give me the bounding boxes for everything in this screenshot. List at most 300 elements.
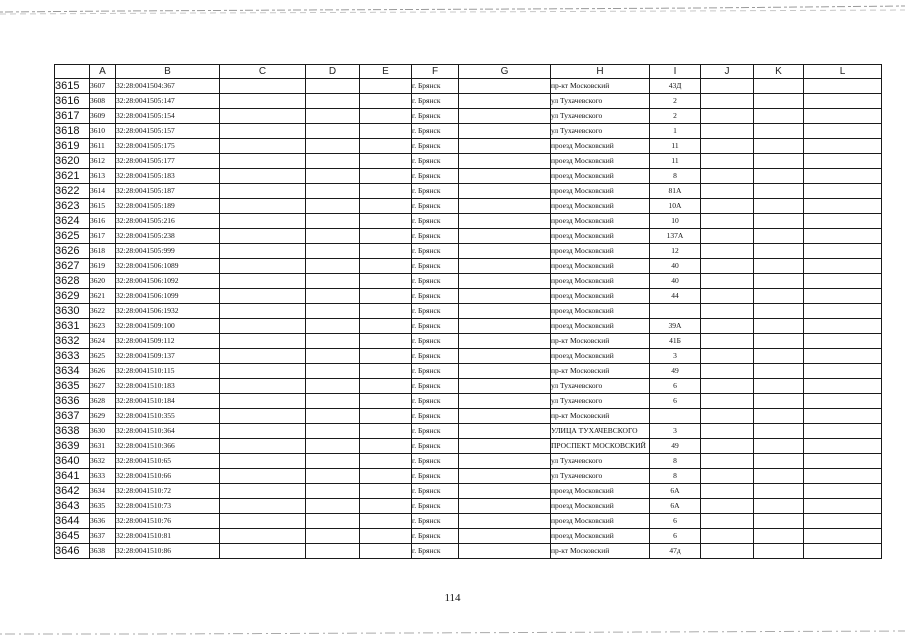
cell-h[interactable]: ул Тухачевского	[551, 109, 650, 124]
cell-c[interactable]	[220, 169, 306, 184]
cell-j[interactable]	[701, 169, 754, 184]
cell-a[interactable]: 3629	[90, 409, 116, 424]
cell-e[interactable]	[360, 139, 412, 154]
cell-j[interactable]	[701, 184, 754, 199]
cell-a[interactable]: 3633	[90, 469, 116, 484]
cell-a[interactable]: 3619	[90, 259, 116, 274]
row-number[interactable]: 3616	[55, 94, 90, 109]
cell-c[interactable]	[220, 334, 306, 349]
cell-k[interactable]	[754, 484, 804, 499]
cell-b[interactable]: 32:28:0041510:73	[116, 499, 220, 514]
cell-d[interactable]	[306, 304, 360, 319]
cell-l[interactable]	[804, 259, 882, 274]
cell-g[interactable]	[459, 409, 551, 424]
cell-c[interactable]	[220, 409, 306, 424]
cell-a[interactable]: 3607	[90, 79, 116, 94]
cell-f[interactable]: г. Брянск	[412, 229, 459, 244]
cell-a[interactable]: 3624	[90, 334, 116, 349]
cell-b[interactable]: 32:28:0041510:81	[116, 529, 220, 544]
cell-c[interactable]	[220, 139, 306, 154]
cell-i[interactable]: 8	[650, 169, 701, 184]
cell-k[interactable]	[754, 304, 804, 319]
cell-b[interactable]: 32:28:0041505:154	[116, 109, 220, 124]
cell-k[interactable]	[754, 94, 804, 109]
cell-c[interactable]	[220, 124, 306, 139]
cell-f[interactable]: г. Брянск	[412, 124, 459, 139]
cell-d[interactable]	[306, 334, 360, 349]
cell-c[interactable]	[220, 109, 306, 124]
cell-j[interactable]	[701, 139, 754, 154]
cell-i[interactable]: 1	[650, 124, 701, 139]
cell-f[interactable]: г. Брянск	[412, 214, 459, 229]
cell-k[interactable]	[754, 424, 804, 439]
cell-d[interactable]	[306, 454, 360, 469]
cell-l[interactable]	[804, 394, 882, 409]
cell-f[interactable]: г. Брянск	[412, 454, 459, 469]
cell-g[interactable]	[459, 214, 551, 229]
cell-f[interactable]: г. Брянск	[412, 394, 459, 409]
cell-c[interactable]	[220, 379, 306, 394]
cell-j[interactable]	[701, 334, 754, 349]
cell-f[interactable]: г. Брянск	[412, 379, 459, 394]
cell-i[interactable]: 6А	[650, 499, 701, 514]
cell-d[interactable]	[306, 484, 360, 499]
cell-b[interactable]: 32:28:0041505:187	[116, 184, 220, 199]
cell-b[interactable]: 32:28:0041510:76	[116, 514, 220, 529]
cell-l[interactable]	[804, 439, 882, 454]
row-number[interactable]: 3626	[55, 244, 90, 259]
row-number[interactable]: 3631	[55, 319, 90, 334]
cell-e[interactable]	[360, 184, 412, 199]
cell-d[interactable]	[306, 79, 360, 94]
row-number[interactable]: 3620	[55, 154, 90, 169]
cell-c[interactable]	[220, 319, 306, 334]
cell-h[interactable]: проезд Московский	[551, 289, 650, 304]
cell-d[interactable]	[306, 244, 360, 259]
cell-b[interactable]: 32:28:0041510:183	[116, 379, 220, 394]
cell-l[interactable]	[804, 424, 882, 439]
row-number[interactable]: 3633	[55, 349, 90, 364]
cell-k[interactable]	[754, 514, 804, 529]
cell-j[interactable]	[701, 154, 754, 169]
cell-c[interactable]	[220, 79, 306, 94]
cell-c[interactable]	[220, 304, 306, 319]
cell-e[interactable]	[360, 229, 412, 244]
cell-l[interactable]	[804, 139, 882, 154]
cell-c[interactable]	[220, 274, 306, 289]
cell-j[interactable]	[701, 409, 754, 424]
cell-f[interactable]: г. Брянск	[412, 184, 459, 199]
cell-k[interactable]	[754, 364, 804, 379]
cell-b[interactable]: 32:28:0041506:1089	[116, 259, 220, 274]
cell-j[interactable]	[701, 454, 754, 469]
cell-l[interactable]	[804, 169, 882, 184]
cell-a[interactable]: 3616	[90, 214, 116, 229]
cell-c[interactable]	[220, 439, 306, 454]
cell-a[interactable]: 3632	[90, 454, 116, 469]
cell-k[interactable]	[754, 184, 804, 199]
cell-i[interactable]: 10	[650, 214, 701, 229]
cell-i[interactable]: 44	[650, 289, 701, 304]
row-number[interactable]: 3642	[55, 484, 90, 499]
row-number[interactable]: 3628	[55, 274, 90, 289]
cell-h[interactable]: ул Тухачевского	[551, 94, 650, 109]
cell-l[interactable]	[804, 334, 882, 349]
cell-c[interactable]	[220, 454, 306, 469]
column-header-b[interactable]: B	[116, 65, 220, 79]
cell-h[interactable]: пр-кт Московский	[551, 79, 650, 94]
cell-l[interactable]	[804, 499, 882, 514]
cell-k[interactable]	[754, 394, 804, 409]
cell-j[interactable]	[701, 79, 754, 94]
column-header-l[interactable]: L	[804, 65, 882, 79]
cell-c[interactable]	[220, 154, 306, 169]
cell-k[interactable]	[754, 154, 804, 169]
cell-e[interactable]	[360, 109, 412, 124]
cell-j[interactable]	[701, 529, 754, 544]
cell-c[interactable]	[220, 289, 306, 304]
cell-a[interactable]: 3636	[90, 514, 116, 529]
cell-e[interactable]	[360, 379, 412, 394]
cell-k[interactable]	[754, 499, 804, 514]
cell-e[interactable]	[360, 289, 412, 304]
cell-h[interactable]: ул Тухачевского	[551, 469, 650, 484]
row-number[interactable]: 3646	[55, 544, 90, 559]
row-number[interactable]: 3637	[55, 409, 90, 424]
cell-e[interactable]	[360, 349, 412, 364]
cell-a[interactable]: 3621	[90, 289, 116, 304]
row-number[interactable]: 3643	[55, 499, 90, 514]
cell-i[interactable]: 47д	[650, 544, 701, 559]
row-number[interactable]: 3617	[55, 109, 90, 124]
cell-b[interactable]: 32:28:0041505:183	[116, 169, 220, 184]
cell-h[interactable]: проезд Московский	[551, 169, 650, 184]
cell-h[interactable]: проезд Московский	[551, 139, 650, 154]
cell-h[interactable]: проезд Московский	[551, 259, 650, 274]
cell-h[interactable]: проезд Московский	[551, 304, 650, 319]
cell-g[interactable]	[459, 199, 551, 214]
cell-h[interactable]: проезд Московский	[551, 154, 650, 169]
cell-h[interactable]: проезд Московский	[551, 529, 650, 544]
cell-f[interactable]: г. Брянск	[412, 94, 459, 109]
cell-b[interactable]: 32:28:0041505:216	[116, 214, 220, 229]
cell-g[interactable]	[459, 94, 551, 109]
cell-g[interactable]	[459, 484, 551, 499]
cell-i[interactable]: 6	[650, 379, 701, 394]
cell-g[interactable]	[459, 169, 551, 184]
cell-d[interactable]	[306, 94, 360, 109]
cell-d[interactable]	[306, 424, 360, 439]
cell-i[interactable]	[650, 304, 701, 319]
column-header-g[interactable]: G	[459, 65, 551, 79]
cell-h[interactable]: пр-кт Московский	[551, 544, 650, 559]
cell-i[interactable]	[650, 409, 701, 424]
row-number[interactable]: 3640	[55, 454, 90, 469]
cell-i[interactable]: 6	[650, 514, 701, 529]
cell-c[interactable]	[220, 94, 306, 109]
cell-i[interactable]: 11	[650, 154, 701, 169]
cell-d[interactable]	[306, 124, 360, 139]
column-header-a[interactable]: A	[90, 65, 116, 79]
cell-j[interactable]	[701, 424, 754, 439]
cell-k[interactable]	[754, 289, 804, 304]
cell-f[interactable]: г. Брянск	[412, 424, 459, 439]
cell-l[interactable]	[804, 244, 882, 259]
cell-f[interactable]: г. Брянск	[412, 529, 459, 544]
cell-k[interactable]	[754, 409, 804, 424]
cell-c[interactable]	[220, 184, 306, 199]
cell-k[interactable]	[754, 169, 804, 184]
cell-f[interactable]: г. Брянск	[412, 364, 459, 379]
cell-k[interactable]	[754, 319, 804, 334]
cell-b[interactable]: 32:28:0041510:65	[116, 454, 220, 469]
cell-j[interactable]	[701, 484, 754, 499]
row-number[interactable]: 3641	[55, 469, 90, 484]
cell-d[interactable]	[306, 469, 360, 484]
cell-b[interactable]: 32:28:0041505:189	[116, 199, 220, 214]
cell-b[interactable]: 32:28:0041509:100	[116, 319, 220, 334]
cell-l[interactable]	[804, 184, 882, 199]
column-header-f[interactable]: F	[412, 65, 459, 79]
cell-b[interactable]: 32:28:0041509:137	[116, 349, 220, 364]
cell-b[interactable]: 32:28:0041505:238	[116, 229, 220, 244]
cell-a[interactable]: 3626	[90, 364, 116, 379]
row-number[interactable]: 3638	[55, 424, 90, 439]
cell-k[interactable]	[754, 529, 804, 544]
cell-j[interactable]	[701, 229, 754, 244]
cell-a[interactable]: 3618	[90, 244, 116, 259]
cell-i[interactable]: 6А	[650, 484, 701, 499]
cell-b[interactable]: 32:28:0041510:355	[116, 409, 220, 424]
cell-g[interactable]	[459, 319, 551, 334]
row-number[interactable]: 3623	[55, 199, 90, 214]
cell-f[interactable]: г. Брянск	[412, 514, 459, 529]
cell-d[interactable]	[306, 319, 360, 334]
row-number[interactable]: 3615	[55, 79, 90, 94]
cell-f[interactable]: г. Брянск	[412, 274, 459, 289]
cell-e[interactable]	[360, 514, 412, 529]
cell-l[interactable]	[804, 214, 882, 229]
cell-i[interactable]: 40	[650, 259, 701, 274]
cell-c[interactable]	[220, 199, 306, 214]
cell-h[interactable]: проезд Московский	[551, 349, 650, 364]
cell-d[interactable]	[306, 169, 360, 184]
row-number[interactable]: 3636	[55, 394, 90, 409]
cell-l[interactable]	[804, 154, 882, 169]
cell-e[interactable]	[360, 79, 412, 94]
cell-h[interactable]: проезд Московский	[551, 214, 650, 229]
cell-d[interactable]	[306, 439, 360, 454]
cell-c[interactable]	[220, 514, 306, 529]
cell-i[interactable]: 11	[650, 139, 701, 154]
cell-d[interactable]	[306, 544, 360, 559]
cell-g[interactable]	[459, 289, 551, 304]
cell-h[interactable]: пр-кт Московский	[551, 364, 650, 379]
cell-c[interactable]	[220, 259, 306, 274]
cell-d[interactable]	[306, 289, 360, 304]
cell-i[interactable]: 137А	[650, 229, 701, 244]
cell-g[interactable]	[459, 364, 551, 379]
cell-a[interactable]: 3630	[90, 424, 116, 439]
cell-g[interactable]	[459, 139, 551, 154]
cell-e[interactable]	[360, 244, 412, 259]
cell-l[interactable]	[804, 79, 882, 94]
cell-f[interactable]: г. Брянск	[412, 304, 459, 319]
cell-a[interactable]: 3620	[90, 274, 116, 289]
cell-b[interactable]: 32:28:0041506:1932	[116, 304, 220, 319]
cell-j[interactable]	[701, 319, 754, 334]
cell-i[interactable]: 39А	[650, 319, 701, 334]
cell-j[interactable]	[701, 349, 754, 364]
cell-d[interactable]	[306, 259, 360, 274]
cell-g[interactable]	[459, 379, 551, 394]
cell-b[interactable]: 32:28:0041510:115	[116, 364, 220, 379]
cell-a[interactable]: 3609	[90, 109, 116, 124]
cell-g[interactable]	[459, 124, 551, 139]
cell-j[interactable]	[701, 469, 754, 484]
cell-k[interactable]	[754, 199, 804, 214]
cell-l[interactable]	[804, 229, 882, 244]
cell-a[interactable]: 3610	[90, 124, 116, 139]
cell-h[interactable]: ул Тухачевского	[551, 124, 650, 139]
cell-c[interactable]	[220, 529, 306, 544]
cell-g[interactable]	[459, 334, 551, 349]
cell-g[interactable]	[459, 184, 551, 199]
cell-a[interactable]: 3608	[90, 94, 116, 109]
cell-k[interactable]	[754, 124, 804, 139]
cell-d[interactable]	[306, 214, 360, 229]
cell-f[interactable]: г. Брянск	[412, 334, 459, 349]
cell-a[interactable]: 3627	[90, 379, 116, 394]
cell-i[interactable]: 2	[650, 109, 701, 124]
cell-f[interactable]: г. Брянск	[412, 469, 459, 484]
cell-e[interactable]	[360, 334, 412, 349]
cell-f[interactable]: г. Брянск	[412, 199, 459, 214]
cell-l[interactable]	[804, 529, 882, 544]
cell-j[interactable]	[701, 214, 754, 229]
cell-l[interactable]	[804, 469, 882, 484]
row-number[interactable]: 3621	[55, 169, 90, 184]
cell-k[interactable]	[754, 214, 804, 229]
cell-b[interactable]: 32:28:0041510:86	[116, 544, 220, 559]
cell-a[interactable]: 3625	[90, 349, 116, 364]
cell-i[interactable]: 10А	[650, 199, 701, 214]
cell-c[interactable]	[220, 214, 306, 229]
cell-k[interactable]	[754, 379, 804, 394]
row-number[interactable]: 3634	[55, 364, 90, 379]
cell-d[interactable]	[306, 529, 360, 544]
cell-i[interactable]: 8	[650, 469, 701, 484]
cell-c[interactable]	[220, 484, 306, 499]
cell-c[interactable]	[220, 469, 306, 484]
cell-h[interactable]: УЛИЦА ТУХАЧЕВСКОГО	[551, 424, 650, 439]
cell-l[interactable]	[804, 289, 882, 304]
cell-b[interactable]: 32:28:0041510:72	[116, 484, 220, 499]
row-number[interactable]: 3632	[55, 334, 90, 349]
cell-g[interactable]	[459, 454, 551, 469]
cell-i[interactable]: 3	[650, 349, 701, 364]
cell-l[interactable]	[804, 109, 882, 124]
cell-f[interactable]: г. Брянск	[412, 289, 459, 304]
cell-g[interactable]	[459, 514, 551, 529]
cell-i[interactable]: 41Б	[650, 334, 701, 349]
cell-a[interactable]: 3638	[90, 544, 116, 559]
cell-e[interactable]	[360, 454, 412, 469]
cell-i[interactable]: 81А	[650, 184, 701, 199]
cell-j[interactable]	[701, 499, 754, 514]
cell-e[interactable]	[360, 469, 412, 484]
cell-g[interactable]	[459, 304, 551, 319]
cell-f[interactable]: г. Брянск	[412, 154, 459, 169]
cell-i[interactable]: 2	[650, 94, 701, 109]
cell-a[interactable]: 3613	[90, 169, 116, 184]
cell-c[interactable]	[220, 349, 306, 364]
cell-j[interactable]	[701, 259, 754, 274]
cell-f[interactable]: г. Брянск	[412, 349, 459, 364]
cell-l[interactable]	[804, 199, 882, 214]
cell-e[interactable]	[360, 319, 412, 334]
cell-c[interactable]	[220, 424, 306, 439]
cell-h[interactable]: проезд Московский	[551, 274, 650, 289]
cell-b[interactable]: 32:28:0041510:366	[116, 439, 220, 454]
cell-l[interactable]	[804, 319, 882, 334]
cell-f[interactable]: г. Брянск	[412, 109, 459, 124]
cell-h[interactable]: ул Тухачевского	[551, 394, 650, 409]
row-number[interactable]: 3627	[55, 259, 90, 274]
cell-f[interactable]: г. Брянск	[412, 244, 459, 259]
row-number[interactable]: 3619	[55, 139, 90, 154]
cell-j[interactable]	[701, 514, 754, 529]
cell-f[interactable]: г. Брянск	[412, 319, 459, 334]
column-header-d[interactable]: D	[306, 65, 360, 79]
cell-d[interactable]	[306, 364, 360, 379]
cell-j[interactable]	[701, 379, 754, 394]
cell-h[interactable]: ул Тухачевского	[551, 454, 650, 469]
cell-a[interactable]: 3617	[90, 229, 116, 244]
cell-k[interactable]	[754, 334, 804, 349]
cell-d[interactable]	[306, 349, 360, 364]
cell-g[interactable]	[459, 244, 551, 259]
cell-h[interactable]: пр-кт Московский	[551, 334, 650, 349]
cell-g[interactable]	[459, 229, 551, 244]
cell-k[interactable]	[754, 79, 804, 94]
cell-i[interactable]: 43Д	[650, 79, 701, 94]
cell-e[interactable]	[360, 544, 412, 559]
cell-i[interactable]: 3	[650, 424, 701, 439]
cell-c[interactable]	[220, 364, 306, 379]
cell-h[interactable]: пр-кт Московский	[551, 409, 650, 424]
cell-l[interactable]	[804, 124, 882, 139]
cell-e[interactable]	[360, 304, 412, 319]
cell-e[interactable]	[360, 154, 412, 169]
cell-j[interactable]	[701, 274, 754, 289]
cell-j[interactable]	[701, 289, 754, 304]
cell-b[interactable]: 32:28:0041505:157	[116, 124, 220, 139]
cell-f[interactable]: г. Брянск	[412, 439, 459, 454]
cell-f[interactable]: г. Брянск	[412, 499, 459, 514]
cell-a[interactable]: 3614	[90, 184, 116, 199]
cell-i[interactable]: 49	[650, 364, 701, 379]
cell-d[interactable]	[306, 229, 360, 244]
cell-g[interactable]	[459, 439, 551, 454]
cell-l[interactable]	[804, 304, 882, 319]
cell-g[interactable]	[459, 259, 551, 274]
cell-e[interactable]	[360, 94, 412, 109]
cell-l[interactable]	[804, 364, 882, 379]
cell-i[interactable]: 12	[650, 244, 701, 259]
cell-j[interactable]	[701, 364, 754, 379]
cell-c[interactable]	[220, 394, 306, 409]
